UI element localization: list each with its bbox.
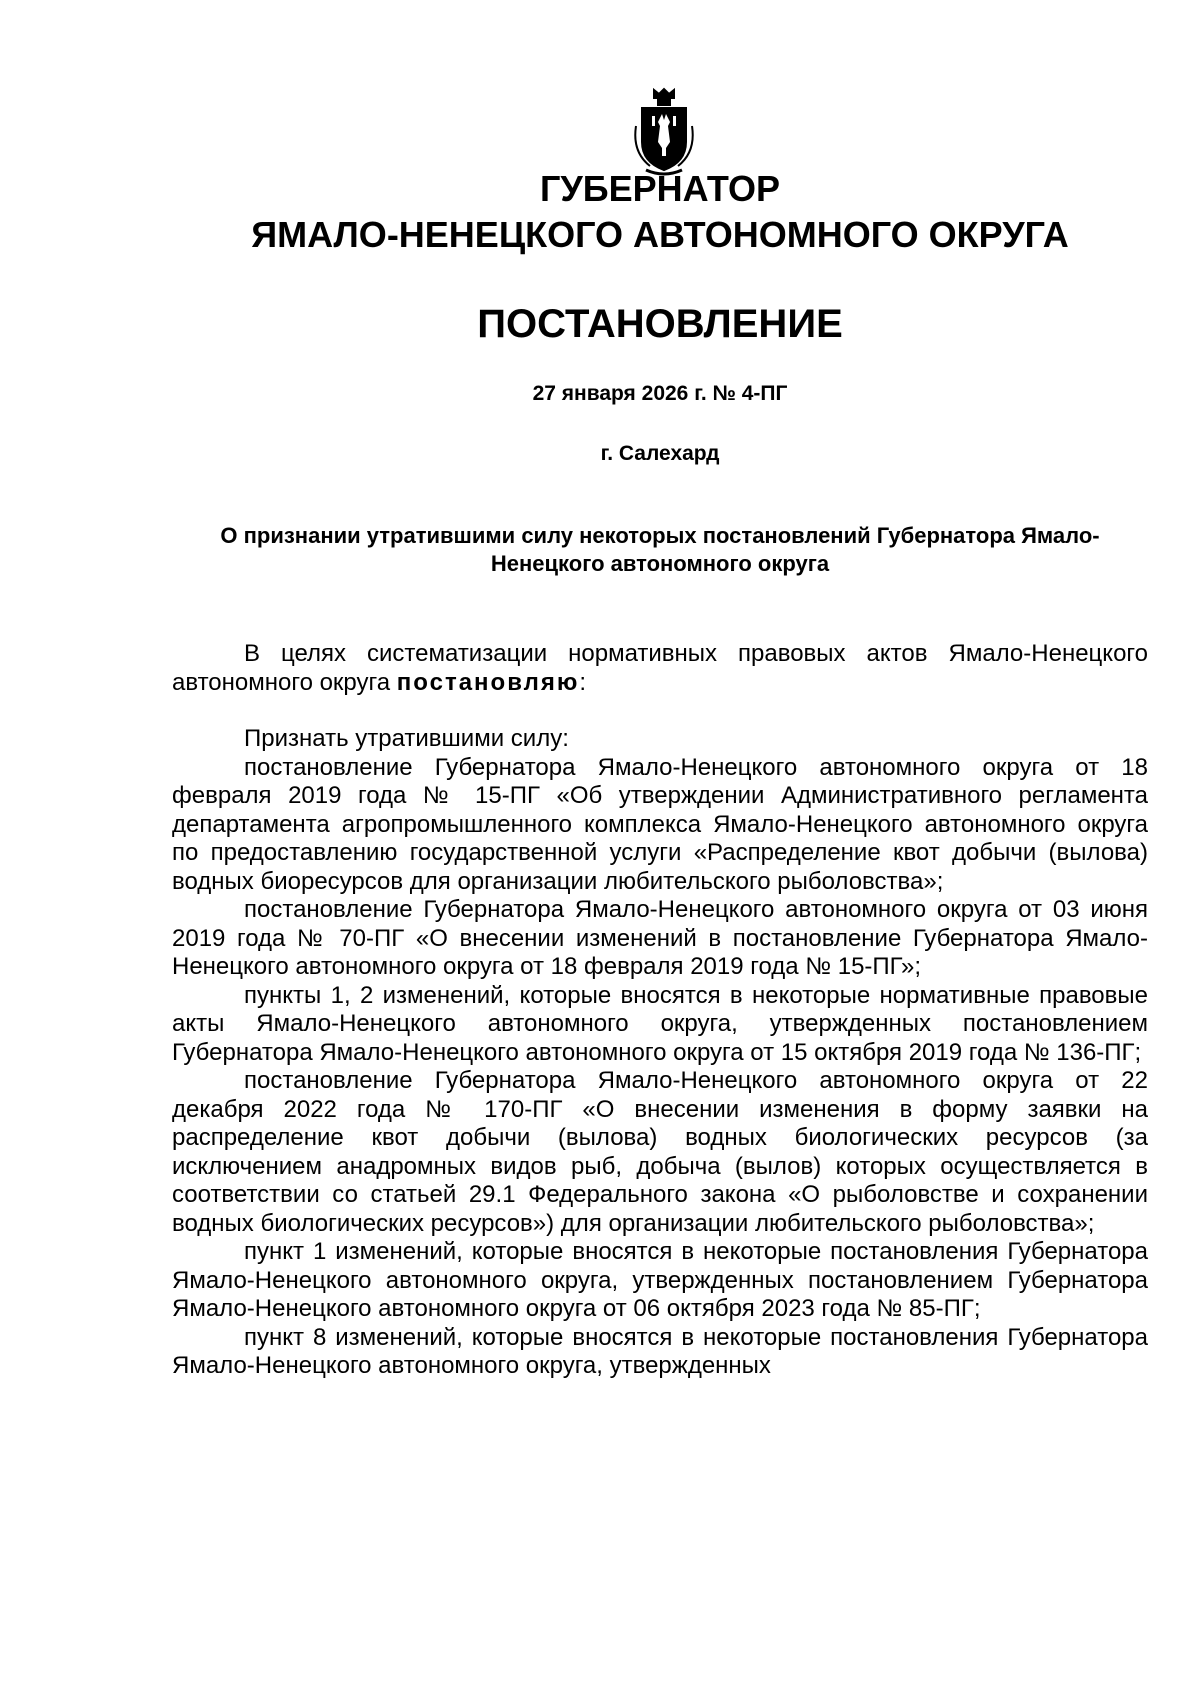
list-item: постановление Губернатора Ямало-Ненецкого автономного округа от 03 июня 2019 года № 70-ПГ «О внесении изменений в постановление Губернатора Ямало-Ненецкого автономного округа от 18 февраля 2019 года № 15-ПГ»;: [172, 896, 1148, 980]
coat-of-arms-emblem: [632, 86, 696, 178]
decree-word: постановляю: [396, 668, 580, 696]
list-item: пункт 1 изменений, которые вносятся в некоторые постановления Губернатора Ямало-Ненецкого автономного округа, утвержденных постановлением Губернатора Ямало-Ненецкого автономного округа от 06 октября 2023 года № 85-ПГ;: [172, 1238, 1148, 1322]
preamble-paragraph: [172, 640, 1148, 697]
document-date-number: 27 января 2026 г. № 4-ПГ: [532, 382, 788, 405]
preamble-colon: :: [579, 668, 587, 696]
list-item: пункт 8 изменений, которые вносятся в некоторые постановления Губернатора Ямало-Ненецкого автономного округа, утвержденных: [172, 1323, 1148, 1379]
list-item: постановление Губернатора Ямало-Ненецкого автономного округа от 18 февраля 2019 года № 15-ПГ «Об утверждении Административного регламента департамента агропромышленного комплекса Ямало-Ненецкого автономного округа по предоставлению государственной услуги «Распределение квот добычи (вылова) водных биоресурсов для организации любительского рыболовства»;: [172, 753, 1148, 895]
organization-name-line1: ГУБЕРНАТОР: [539, 168, 780, 209]
paragraph-intro: Признать утратившими силу:: [244, 725, 569, 752]
preamble-text: В целях систематизации нормативных правовых актов Ямало-Ненецкого автономного округа: [172, 640, 1148, 696]
list-item: пункты 1, 2 изменений, которые вносятся в некоторые нормативные правовые акты Ямало-Ненецкого автономного округа, утвержденных постановлением Губернатора Ямало-Ненецкого автономного округа от 15 октября 2019 года № 136-ПГ;: [172, 981, 1148, 1066]
document-type: ПОСТАНОВЛЕНИЕ: [477, 302, 843, 346]
list-item: постановление Губернатора Ямало-Ненецкого автономного округа от 22 декабря 2022 года № 170-ПГ «О внесении изменения в форму заявки на распределение квот добычи (вылова) водных биологических ресурсов (за исключением анадромных видов рыб, добыча (вылов) которых осуществляется в соответствии со статьей 29.1 Федерального закона «О рыболовстве и сохранении водных биологических ресурсов») для организации любительского рыболовства»;: [172, 1067, 1148, 1237]
document-title: О признании утратившими силу некоторых постановлений Губернатора Ямало-Ненецкого автономного округа: [220, 523, 1100, 576]
document-city: г. Салехард: [600, 442, 720, 465]
document-body: [172, 640, 1148, 1381]
organization-name-line2: ЯМАЛО-НЕНЕЦКОГО АВТОНОМНОГО ОКРУГА: [251, 214, 1069, 255]
